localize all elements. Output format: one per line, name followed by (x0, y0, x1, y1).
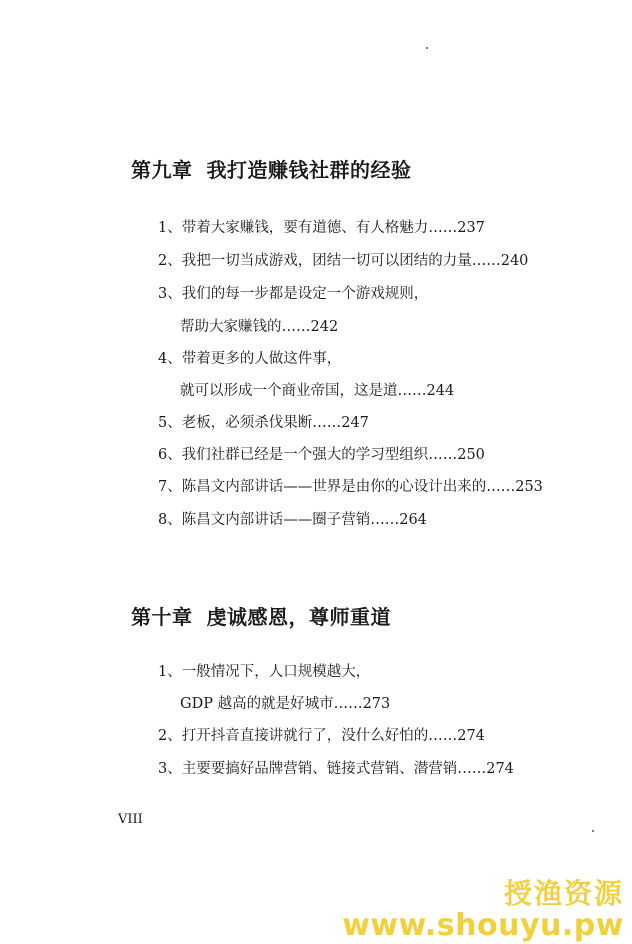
toc-entry-10-1-cont: GDP 越高的就是好城市……273 (180, 696, 391, 712)
chapter-10-name: 虔诚感恩，尊师重道 (206, 605, 391, 629)
toc-entry-9-3-cont: 帮助大家赚钱的……242 (180, 319, 339, 335)
toc-entry-10-3: 3、主要要搞好品牌营销、链接式营销、潜营销……274 (158, 761, 514, 777)
toc-entry-10-1: 1、一般情况下，人口规模越大， (158, 664, 371, 680)
toc-entry-9-1: 1、带着大家赚钱，要有道德、有人格魅力……237 (158, 220, 485, 236)
watermark-title: 授渔资源 (503, 877, 624, 910)
toc-entry-9-2: 2、我把一切当成游戏，团结一切可以团结的力量……240 (158, 253, 529, 269)
chapter-10-number: 第十章 (131, 605, 193, 629)
toc-entry-9-4-cont: 就可以形成一个商业帝国，这是道……244 (180, 383, 455, 399)
scan-speck (426, 47, 428, 49)
chapter-9-number: 第九章 (131, 158, 193, 182)
chapter-9-title (131, 154, 412, 183)
page-number: VIII (118, 812, 143, 827)
toc-entry-9-4: 4、带着更多的人做这件事， (158, 351, 342, 367)
scan-speck (592, 830, 594, 832)
watermark-url: www.shouyu.pw (342, 908, 624, 943)
toc-entry-9-8: 8、陈昌文内部讲话——圈子营销……264 (158, 512, 427, 528)
toc-entry-9-6: 6、我们社群已经是一个强大的学习型组织……250 (158, 447, 485, 463)
toc-entry-9-3: 3、我们的每一步都是设定一个游戏规则， (158, 286, 429, 302)
toc-entry-9-5: 5、老板，必须杀伐果断……247 (158, 415, 369, 431)
chapter-9-name: 我打造赚钱社群的经验 (206, 158, 412, 182)
toc-entry-10-2: 2、打开抖音直接讲就行了，没什么好怕的……274 (158, 728, 485, 744)
chapter-10-title (131, 601, 391, 630)
toc-entry-9-7: 7、陈昌文内部讲话——世界是由你的心设计出来的……253 (158, 479, 543, 495)
